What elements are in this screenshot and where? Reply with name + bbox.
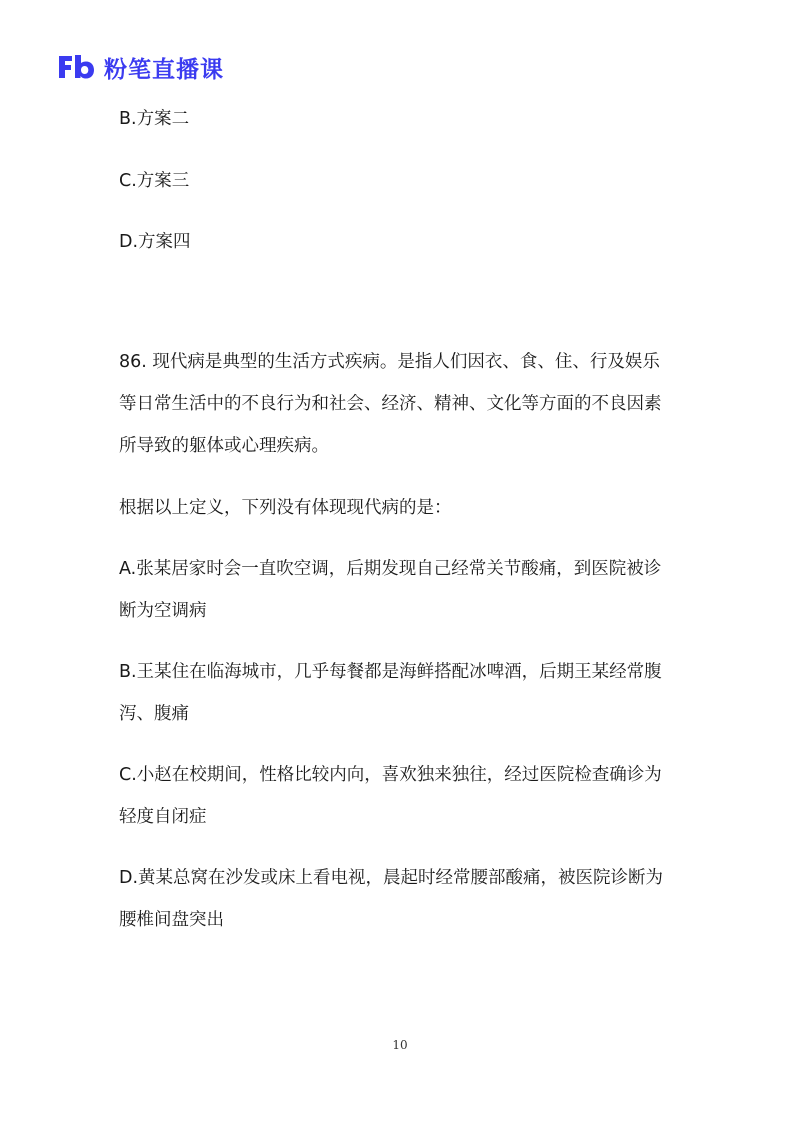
page-number: 10 bbox=[392, 1038, 408, 1052]
prev-option-d: D.方案四 bbox=[119, 232, 191, 252]
option-a-line: A.张某居家时会一直吹空调，后期发现自己经常关节酸痛，到医院被诊 bbox=[119, 559, 662, 579]
question-prompt: 根据以上定义，下列没有体现现代病的是： bbox=[119, 498, 452, 518]
option-d-line: D.黄某总窝在沙发或床上看电视，晨起时经常腰部酸痛，被医院诊断为 bbox=[119, 868, 664, 888]
option-a-line: 断为空调病 bbox=[119, 601, 207, 621]
option-b-line: 泻、腹痛 bbox=[119, 704, 189, 724]
header-brand bbox=[56, 50, 224, 84]
option-c-line: 轻度自闭症 bbox=[119, 807, 207, 827]
brand-name: 粉笔直播课 bbox=[104, 56, 224, 83]
option-c-line: C.小赵在校期间，性格比较内向，喜欢独来独往，经过医院检查确诊为 bbox=[119, 765, 662, 785]
option-b-line: B.王某住在临海城市，几乎每餐都是海鲜搭配冰啤酒，后期王某经常腹 bbox=[119, 662, 662, 682]
question-stem-line: 86. 现代病是典型的生活方式疾病。是指人们因衣、食、住、行及娱乐 bbox=[119, 352, 660, 372]
fb-logo-icon bbox=[56, 52, 96, 82]
option-d-line: 腰椎间盘突出 bbox=[119, 910, 224, 930]
question-stem-line: 等日常生活中的不良行为和社会、经济、精神、文化等方面的不良因素 bbox=[119, 394, 662, 414]
question-stem-line: 所导致的躯体或心理疾病。 bbox=[119, 436, 329, 456]
prev-option-c: C.方案三 bbox=[119, 171, 190, 191]
prev-option-b: B.方案二 bbox=[119, 109, 190, 129]
